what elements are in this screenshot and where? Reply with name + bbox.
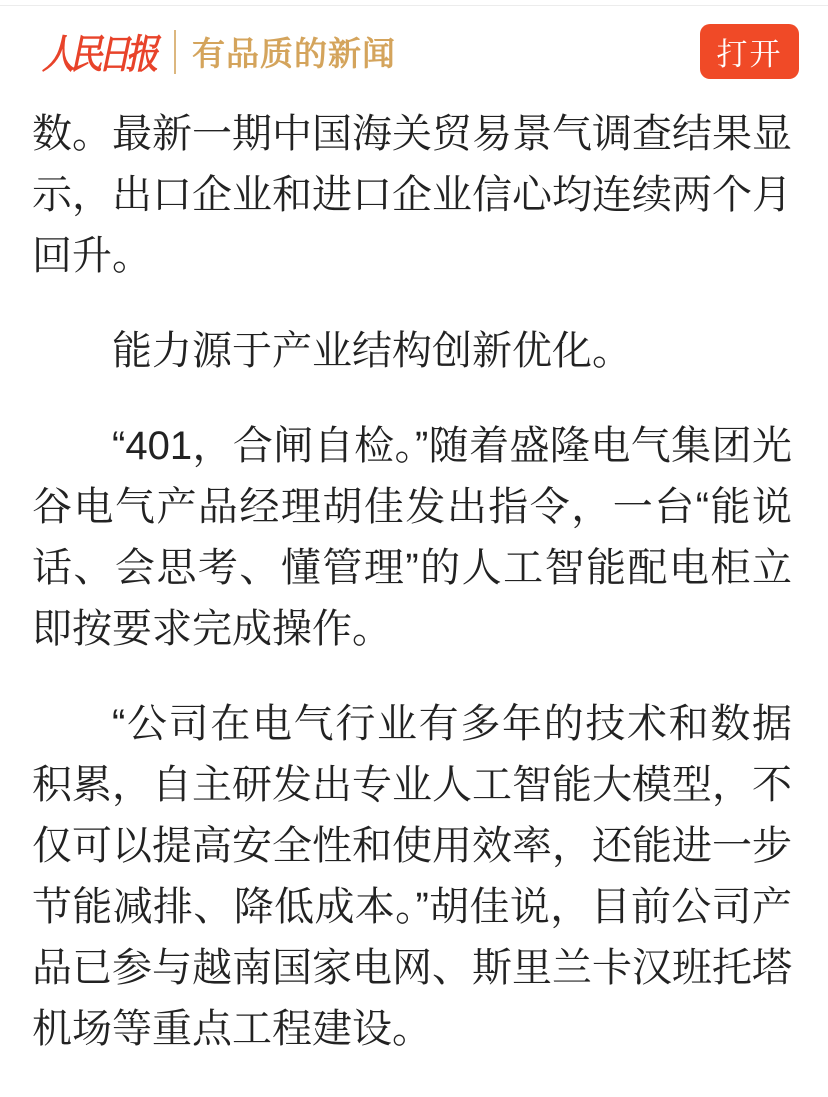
open-app-button[interactable]: 打开 [700, 24, 799, 79]
article-paragraph: “公司在电气行业有多年的技术和数据积累，自主研发出专业人工智能大模型，不仅可以提高安全性和使用效率，还能进一步节能减排、降低成本。”胡佳说，目前公司产品已参与越南国家电网、斯里兰卡汉班托塔机场等重点工程建设。 [32, 702, 792, 1051]
peoples-daily-logo: 人民日报 [42, 33, 154, 77]
article-paragraph: 能力源于产业结构创新优化。 [112, 329, 632, 373]
article-paragraph: “401，合闸自检。”随着盛隆电气集团光谷电气产品经理胡佳发出指令，一台“能说话、会思考、懂管理”的人工智能配电柜立即按要求完成操作。 [32, 424, 792, 651]
brand-tagline: 有品质的新闻 [192, 35, 396, 72]
top-divider [0, 5, 828, 6]
article-paragraph: 数。最新一期中国海关贸易景气调查结果显示，出口企业和进口企业信心均连续两个月回升。 [32, 112, 792, 278]
article-body [0, 97, 828, 1060]
app-banner [0, 0, 828, 97]
brand-group [42, 23, 396, 80]
brand-divider [174, 30, 176, 74]
